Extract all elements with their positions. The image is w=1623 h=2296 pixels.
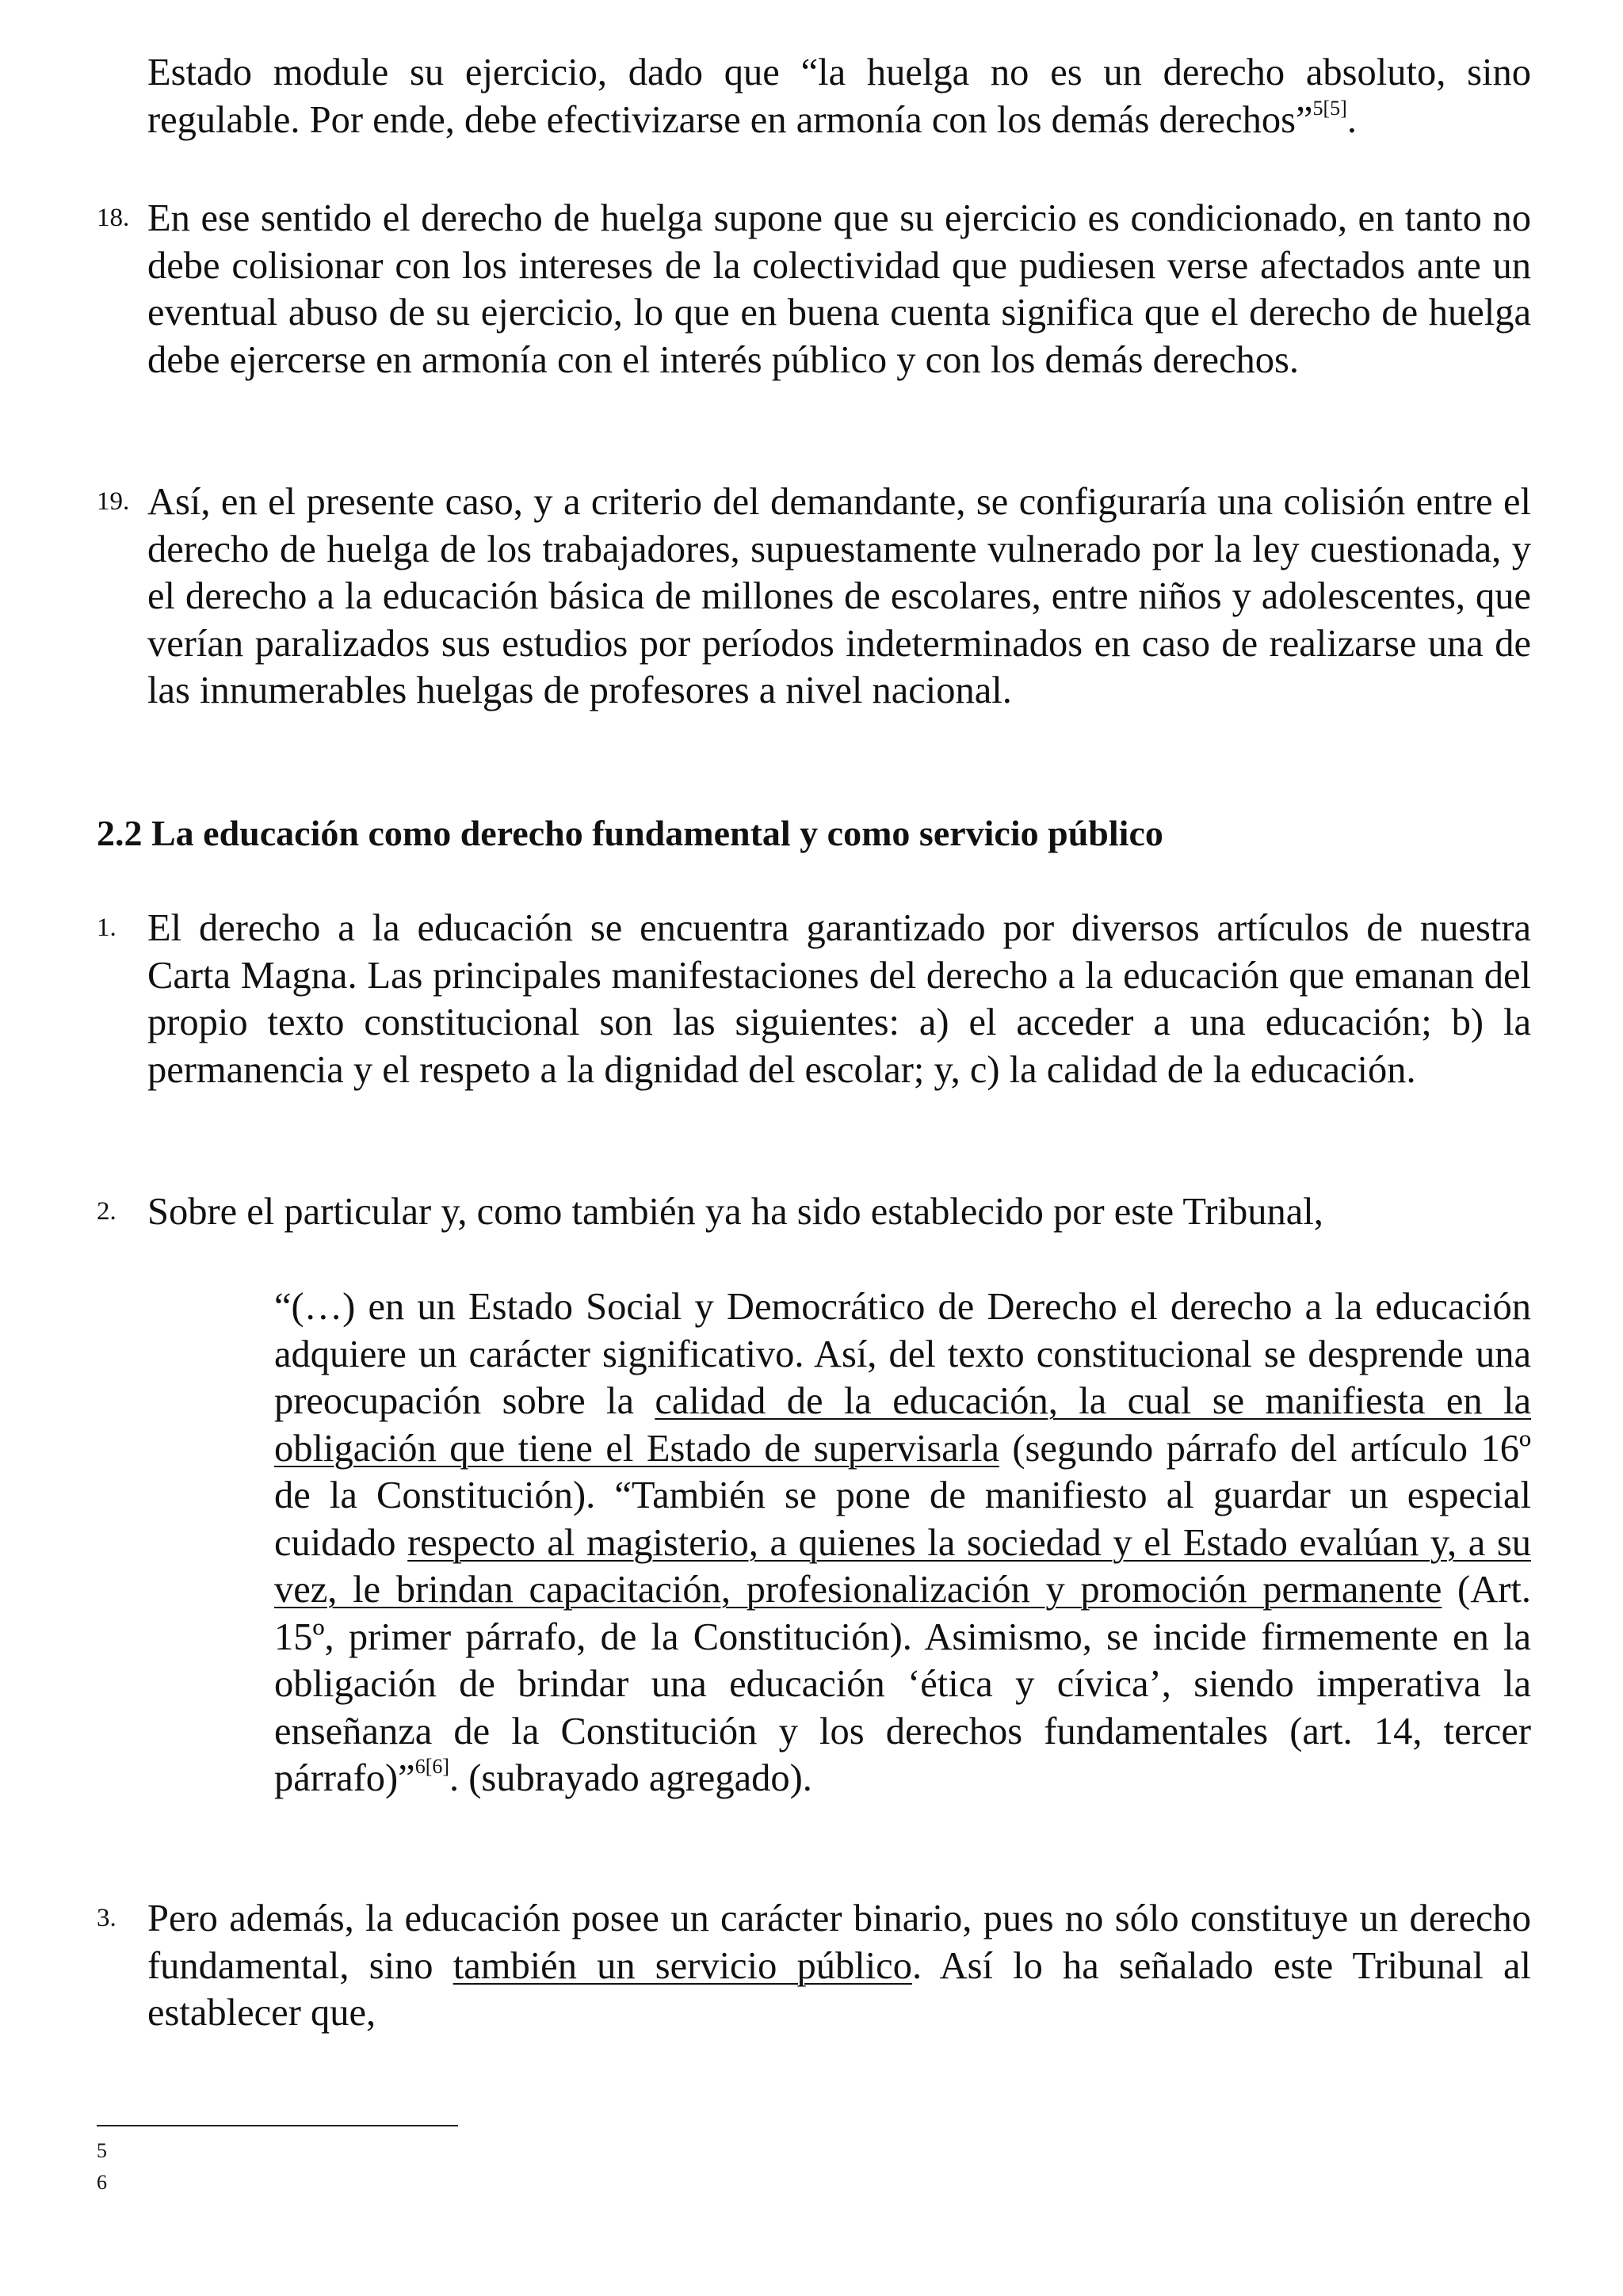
- quote-text-4: . (subrayado agregado).: [449, 1757, 812, 1799]
- quote-underlined-2: respecto al magisterio, a quienes la sociedad y el Estado evalúan y, a su vez, le brindan capacitación, profesionalización y promoción permanente: [274, 1521, 1531, 1611]
- paragraph-text: Estado module su ejercicio, dado que “la huelga no es un derecho absoluto, sino regulable. Por ende, debe efectivizarse en armonía con los demás derechos”: [147, 51, 1531, 141]
- quote-underlined-1: calidad de la educación, la cual se manifiesta en la obligación que tiene el Estado de supervisarla: [274, 1380, 1531, 1470]
- paragraph-3-text-2: . Así lo ha señalado este Tribunal al establecer que,: [147, 1944, 1531, 2034]
- paragraph-number-2: 2.: [97, 1197, 116, 1226]
- footnote-5: 5: [97, 2139, 107, 2162]
- quote-text-3: (Art. 15º, primer párrafo, de la Constitución). Asimismo, se incide firmemente en la obligación de brindar una educación ‘ética y cívica’, siendo imperativa la enseñanza de la Constitución y los derechos fundamentales (art. 14, tercer párrafo)”: [274, 1569, 1531, 1799]
- paragraph-1: El derecho a la educación se encuentra garantizado por diversos artículos de nuestra Carta Magna. Las principales manifestaciones del derecho a la educación que emanan del propio texto constitucional son las siguientes: a) el acceder a una educación; b) la permanencia y el respeto a la dignidad del escolar; y, c) la calidad de la educación.: [147, 907, 1531, 1091]
- paragraph-end: .: [1346, 98, 1357, 141]
- quote-text-2: (segundo párrafo del artículo 16º de la Constitución). “También se pone de manifiesto al guardar un especial cuidado: [274, 1427, 1531, 1564]
- block-quote: [274, 1283, 1531, 1802]
- paragraph-number-19: 19.: [97, 487, 130, 516]
- footnote-6: 6: [97, 2171, 107, 2194]
- paragraph-number-3: 3.: [97, 1904, 116, 1932]
- footnote-separator: [97, 2125, 458, 2126]
- paragraph-number-1: 1.: [97, 913, 116, 942]
- footnote-ref-6[interactable]: 6[6]: [414, 1755, 450, 1778]
- paragraph-18: En ese sentido el derecho de huelga supone que su ejercicio es condicionado, en tanto no debe colisionar con los intereses de la colectividad que pudiesen verse afectados ante un eventual abuso de su ejercicio, lo que en buena cuenta significa que el derecho de huelga debe ejercerse en armonía con el interés público y con los demás derechos.: [147, 197, 1531, 381]
- paragraph-17-continuation: [147, 49, 1531, 143]
- paragraph-3-text-1: Pero además, la educación posee un carácter binario, pues no sólo constituye un derecho fundamental, sino: [147, 1897, 1531, 1987]
- paragraph-19: Así, en el presente caso, y a criterio del demandante, se configuraría una colisión entre el derecho de huelga de los trabajadores, supuestamente vulnerado por la ley cuestionada, y el derecho a la educación básica de millones de escolares, entre niños y adolescentes, que verían paralizados sus estudios por períodos indeterminados en caso de realizarse una de las innumerables huelgas de profesores a nivel nacional.: [147, 481, 1531, 711]
- section-heading: 2.2 La educación como derecho fundamental y como servicio público: [97, 813, 1163, 853]
- paragraph-3: [147, 1895, 1531, 2037]
- footnote-ref-5[interactable]: 5[5]: [1312, 96, 1347, 120]
- paragraph-3-underlined: también un servicio público: [453, 1944, 912, 1987]
- quote-text-1: “(…) en un Estado Social y Democrático de Derecho el derecho a la educación adquiere un carácter significativo. Así, del texto constitucional se desprende una preocupación sobre la: [274, 1286, 1531, 1422]
- paragraph-2: Sobre el particular y, como también ya ha sido establecido por este Tribunal,: [147, 1191, 1323, 1233]
- paragraph-number-18: 18.: [97, 204, 130, 232]
